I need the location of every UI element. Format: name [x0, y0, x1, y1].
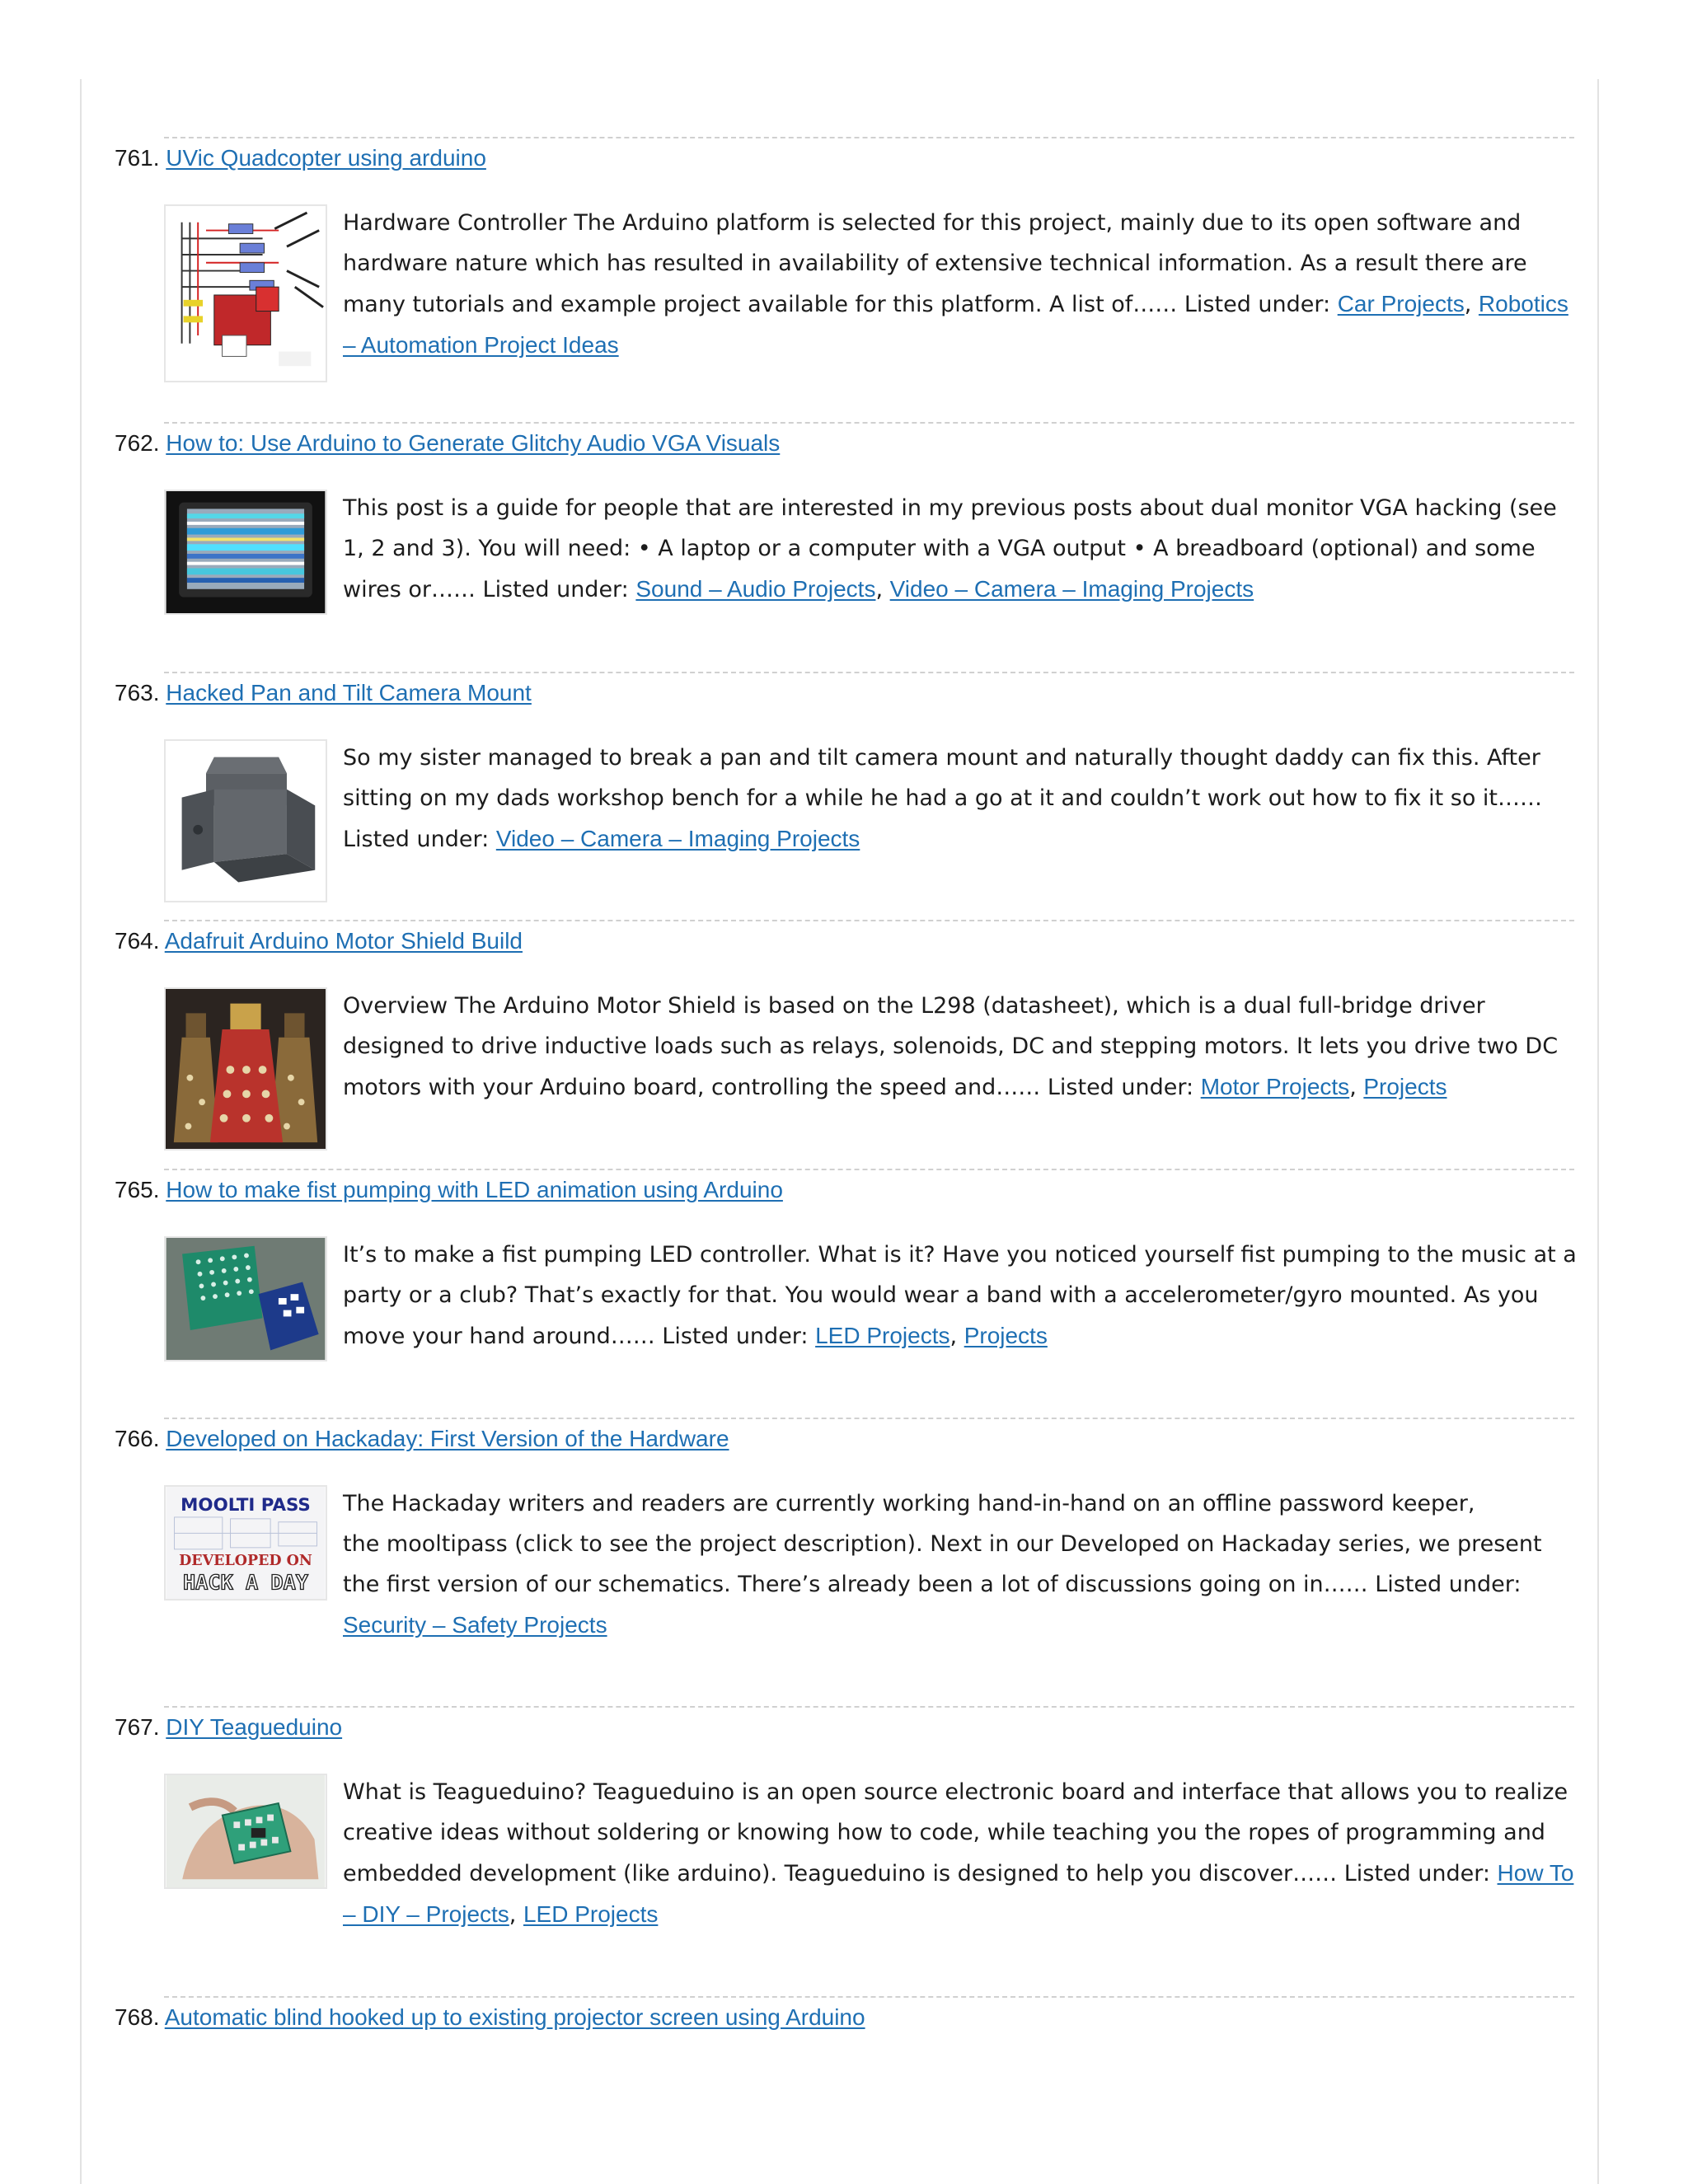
divider: [164, 672, 1574, 673]
entry-header: [115, 2003, 865, 2032]
entry-title-link[interactable]: Automatic blind hooked up to existing projector screen using Arduino: [164, 2004, 865, 2030]
entry-header: [115, 678, 532, 708]
divider: [164, 1169, 1574, 1170]
entry-title-link[interactable]: DIY Teagueduino: [166, 1714, 343, 1740]
description-text: It’s to make a fist pumping LED controller. What is it? Have you noticed yourself fist pumping to the music at a party or a club? That’s exactly for that. You would wear a band with a accelerometer/gyro mounted. As you move your hand around…… Listed under:: [343, 1242, 1577, 1349]
divider: [164, 1706, 1574, 1708]
category-link[interactable]: Car Projects: [1337, 291, 1465, 316]
entry-description: [343, 1483, 1578, 1646]
description-text: Hardware Controller The Arduino platform is selected for this project, mainly due to its open software and hardware nature which has resulted in availability of extensive technical information. As a result there are many tutorials and example project available for this platform. A list of…… Listed under:: [343, 210, 1527, 317]
entry-title-link[interactable]: Adafruit Arduino Motor Shield Build: [164, 928, 523, 954]
entry-thumbnail[interactable]: [164, 1485, 327, 1601]
daleks-icon: [166, 989, 326, 1149]
category-link[interactable]: Projects: [964, 1323, 1048, 1348]
content-column: [80, 79, 1599, 2184]
category-link[interactable]: LED Projects: [523, 1901, 659, 1927]
category-link[interactable]: Video – Camera – Imaging Projects: [889, 576, 1254, 602]
category-link[interactable]: Sound – Audio Projects: [635, 576, 876, 602]
entry-thumbnail[interactable]: [164, 490, 327, 615]
entry-description: This post is a guide for people that are interested in my previous posts about dual monitor VGA hacking (see 1, 2 and 3). You will need: • A laptop or a computer with a VGA output • A breadboard (optional) and some wires or…… Listed under: Sound – Audio Projects, Video – Camera – Imaging Projects: [343, 495, 1557, 602]
schematic-diagram-icon: [166, 206, 326, 381]
entry-number: 764.: [115, 928, 160, 954]
description-text: So my sister managed to break a pan and tilt camera mount and naturally thought daddy can fix this. After sitting on my dads workshop bench for a while he had a go at it and couldn’t work out how to fix it so it…… Listed under:: [343, 745, 1543, 852]
entry-number: 763.: [115, 680, 160, 705]
divider: [164, 1418, 1574, 1419]
category-link[interactable]: Projects: [1363, 1074, 1447, 1099]
entry-number: 761.: [115, 145, 160, 171]
divider: [164, 137, 1574, 138]
logo-text-developed-on: DEVELOPED ON: [179, 1553, 312, 1570]
entry-number: 768.: [115, 2004, 160, 2030]
entry-header: [115, 429, 780, 458]
entry-header: [115, 143, 486, 173]
entry-thumbnail[interactable]: [164, 987, 327, 1151]
entry-thumbnail[interactable]: [164, 204, 327, 382]
entry-header: [115, 1713, 342, 1742]
entry-header: [115, 926, 523, 956]
entry-thumbnail[interactable]: [164, 1236, 327, 1361]
entry-title-link[interactable]: Hacked Pan and Tilt Camera Mount: [166, 680, 532, 705]
entry-description: Overview The Arduino Motor Shield is based on the L298 (datasheet), which is a dual full-bridge driver designed to drive inductive loads such as relays, solenoids, DC and stepping motors. It lets you drive two DC motors with your Arduino board, controlling the speed and…… Listed under: Motor Projects, Projects: [343, 993, 1559, 1100]
divider: [164, 1996, 1574, 1998]
description-text: the mooltipass (click to see the project description). Next in our Developed on Hackaday series, we present the first version of our schematics. There’s already been a lot of discussions going on in…… Listed under:: [343, 1531, 1542, 1597]
category-link[interactable]: Robotics – Automation Project Ideas: [343, 291, 1568, 358]
description-text: Overview The Arduino Motor Shield is based on the L298 (datasheet), which is a dual full-bridge driver designed to drive inductive loads such as relays, solenoids, DC and stepping motors. It lets you drive two DC motors with your Arduino board, controlling the speed and…… Listed under:: [343, 993, 1559, 1100]
mooltipass-logo-icon: [166, 1487, 326, 1599]
entry-thumbnail[interactable]: [164, 1774, 327, 1889]
category-link[interactable]: LED Projects: [815, 1323, 950, 1348]
led-matrix-icon: [166, 1238, 326, 1360]
logo-text-mooltipass: MOOLTI PASS: [181, 1495, 311, 1516]
divider: [164, 920, 1574, 921]
entry-description: It’s to make a fist pumping LED controller. What is it? Have you noticed yourself fist pumping to the music at a party or a club? That’s exactly for that. You would wear a band with a accelerometer/gyro mounted. As you move your hand around…… Listed under: LED Projects, Projects: [343, 1242, 1577, 1349]
entry-title-link[interactable]: How to: Use Arduino to Generate Glitchy Audio VGA Visuals: [166, 430, 781, 456]
description-text: What is Teagueduino? Teagueduino is an open source electronic board and interface that allows you to realize creative ideas without soldering or knowing how to code, while teaching you the ropes of programming and embedded development (like arduino). Teagueduino is designed to help you discover…… Listed under:: [343, 1779, 1568, 1886]
divider: [164, 422, 1574, 424]
entry-number: 765.: [115, 1177, 160, 1202]
entry-title-link[interactable]: Developed on Hackaday: First Version of the Hardware: [166, 1426, 729, 1451]
category-link[interactable]: How To – DIY – Projects: [343, 1860, 1574, 1927]
entry-thumbnail[interactable]: [164, 739, 327, 902]
crt-monitor-icon: [166, 491, 326, 613]
entry-title-link[interactable]: How to make fist pumping with LED animation using Arduino: [166, 1177, 783, 1202]
entry-number: 767.: [115, 1714, 160, 1740]
description-text: The Hackaday writers and readers are currently working hand-in-hand on an offline password keeper,: [343, 1491, 1475, 1516]
camera-mount-icon: [166, 741, 326, 901]
description-text: This post is a guide for people that are interested in my previous posts about dual monitor VGA hacking (see 1, 2 and 3). You will need: • A laptop or a computer with a VGA output • A breadboard (optional) and some wires or…… Listed under:: [343, 495, 1557, 602]
entry-description: [343, 738, 1578, 860]
hand-board-icon: [166, 1775, 326, 1887]
entry-description: What is Teagueduino? Teagueduino is an open source electronic board and interface that allows you to realize creative ideas without soldering or knowing how to code, while teaching you the ropes of programming and embedded development (like arduino). Teagueduino is designed to help you discover…… Listed under: How To – DIY – Projects, LED Projects: [343, 1779, 1574, 1928]
category-link[interactable]: Security – Safety Projects: [343, 1612, 607, 1638]
category-link[interactable]: Video – Camera – Imaging Projects: [495, 826, 860, 851]
logo-text-hackaday: HACK A DAY: [182, 1570, 309, 1595]
entry-header: [115, 1175, 783, 1205]
entry-number: 762.: [115, 430, 160, 456]
category-link[interactable]: Motor Projects: [1200, 1074, 1350, 1099]
entry-description: Hardware Controller The Arduino platform is selected for this project, mainly due to its open software and hardware nature which has resulted in availability of extensive technical information. As a result there are many tutorials and example project available for this platform. A list of…… Listed under: Car Projects, Robotics – Automation Project Ideas: [343, 210, 1568, 358]
entry-header: [115, 1424, 729, 1454]
entry-title-link[interactable]: UVic Quadcopter using arduino: [166, 145, 486, 171]
entry-number: 766.: [115, 1426, 160, 1451]
